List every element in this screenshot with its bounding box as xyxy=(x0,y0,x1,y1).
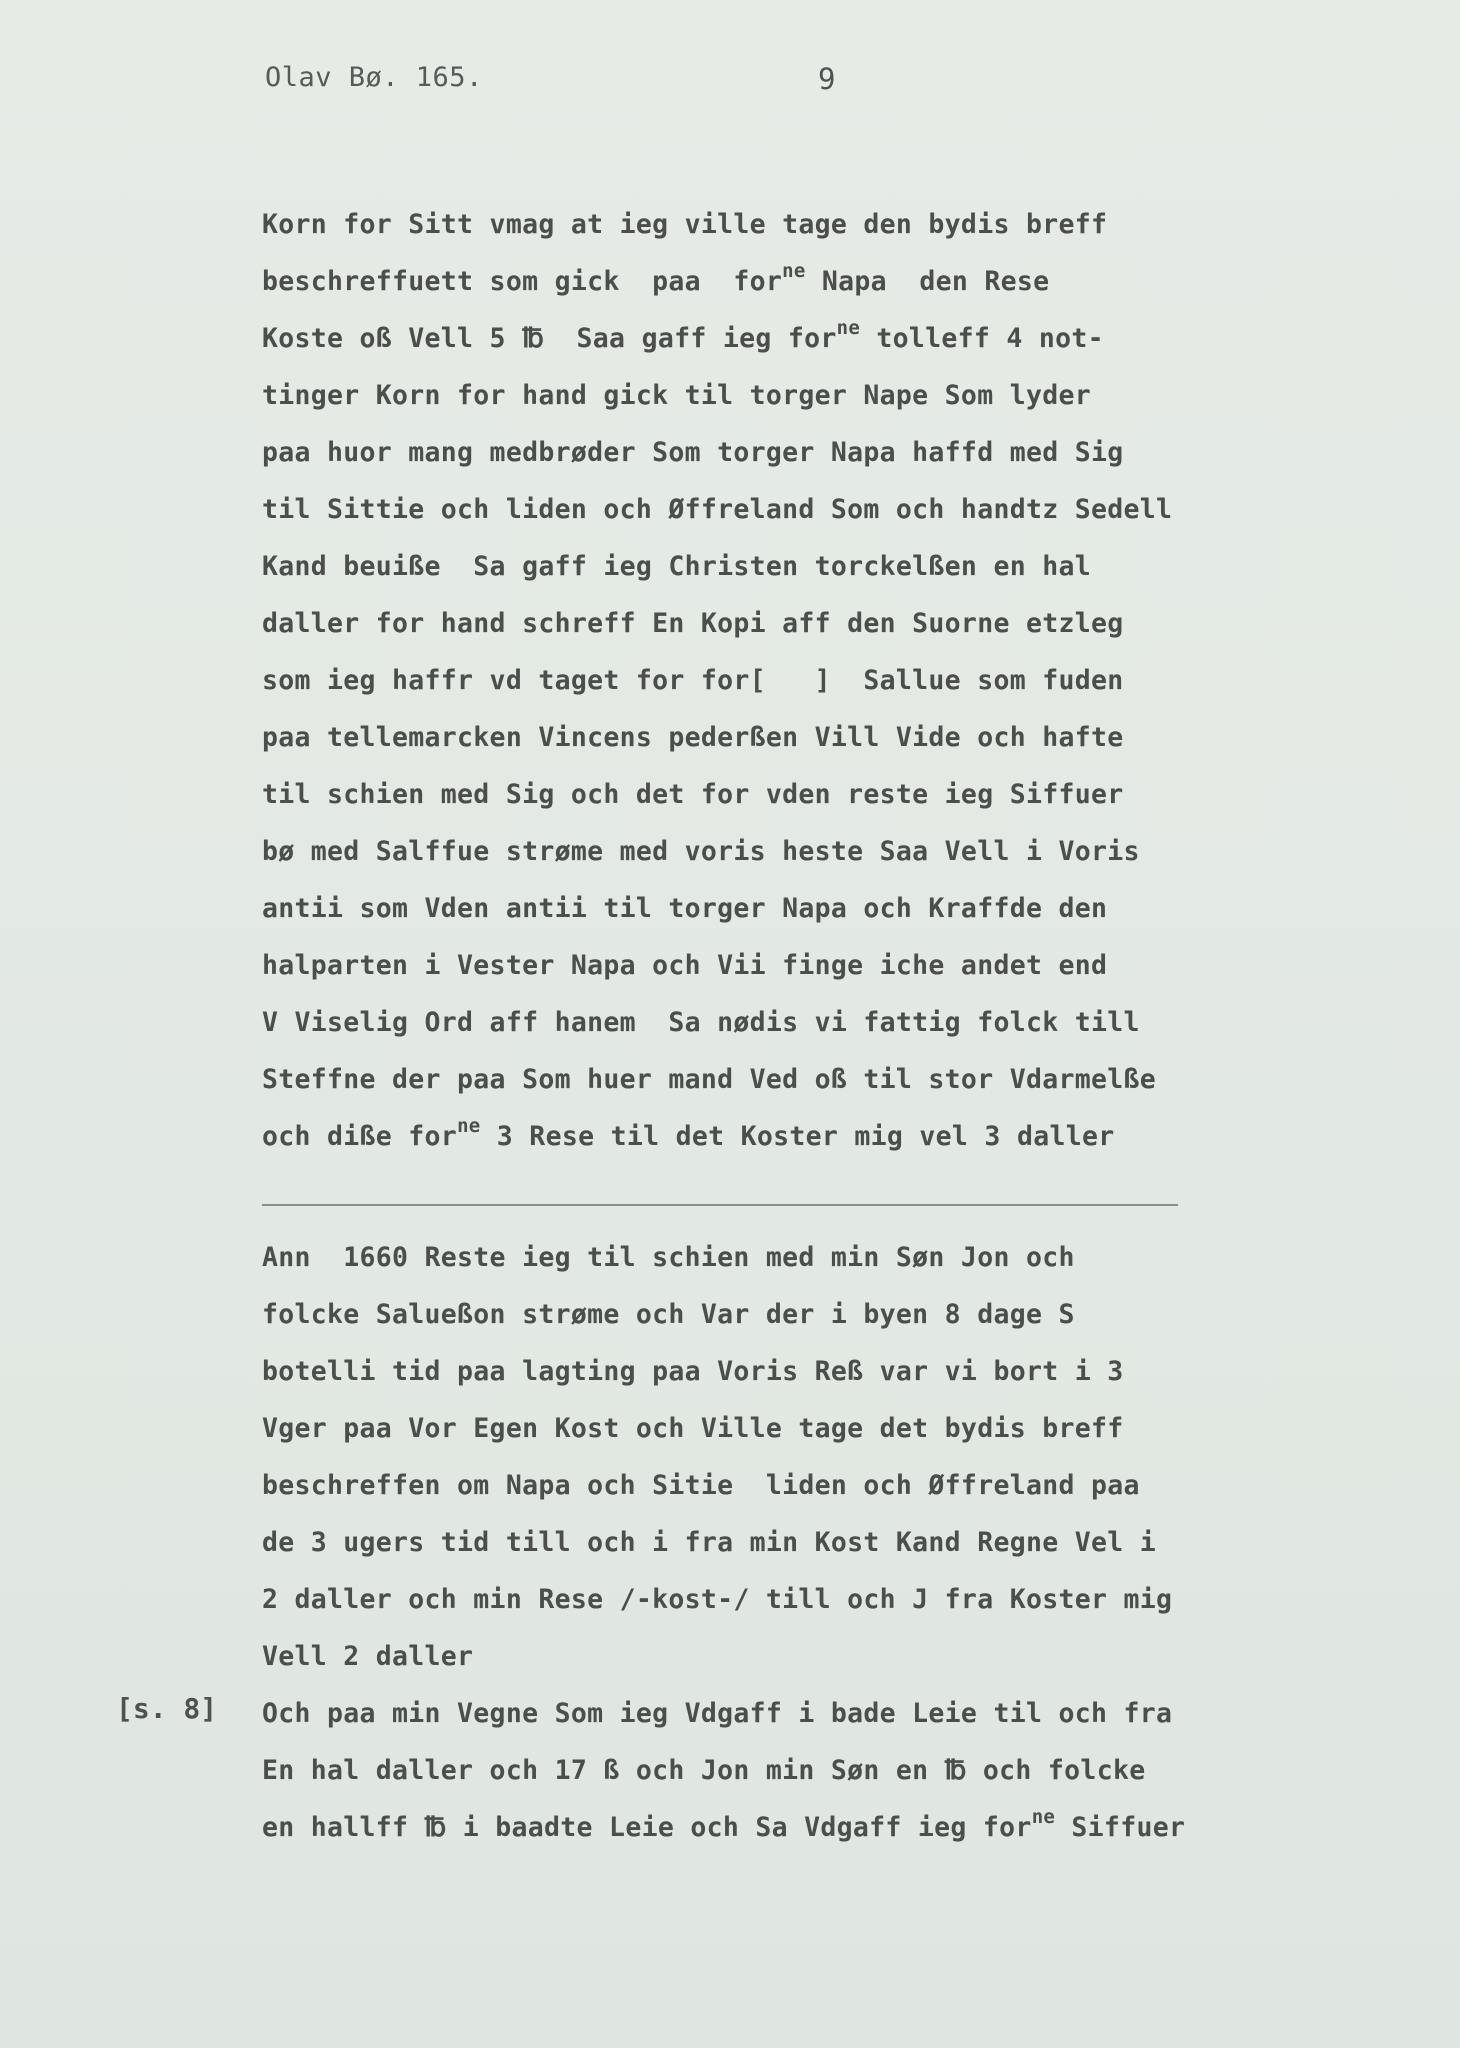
line-text: beschreffen om Napa och Sitie liden och Øffreland paa xyxy=(262,1470,1140,1501)
line-text: halparten i Vester Napa och Vii finge iche andet end xyxy=(262,950,1108,981)
text-line xyxy=(262,310,1262,367)
line-text: 2 daller och min Rese /-kost-/ till och J fra Koster mig xyxy=(262,1584,1173,1615)
line-text: och diße for xyxy=(262,1121,458,1152)
line-text: Steffne der paa Som huer mand Ved oß til stor Vdarmelße xyxy=(262,1064,1156,1095)
line-text: Kand beuiße Sa gaff ieg Christen torckelßen en hal xyxy=(262,551,1091,582)
superscript: ne xyxy=(1031,1806,1056,1828)
line-text: En hal daller och 17 ß och Jon min Søn en ℔ och folcke xyxy=(262,1755,1146,1786)
text-line xyxy=(262,1286,1262,1343)
line-text: Koste oß Vell 5 ℔ Saa gaff ieg for xyxy=(262,323,837,354)
text-line xyxy=(262,1628,1262,1685)
line-text: til schien med Sig och det for vden reste ieg Siffuer xyxy=(262,779,1124,810)
text-line xyxy=(262,1742,1262,1799)
line-text: de 3 ugers tid till och i fra min Kost Kand Regne Vel i xyxy=(262,1527,1156,1558)
text-line xyxy=(262,652,1262,709)
document-reference: Olav Bø. 165. xyxy=(265,62,483,93)
text-line xyxy=(262,1051,1262,1108)
text-line xyxy=(262,709,1262,766)
superscript: ne xyxy=(457,1115,481,1137)
text-line xyxy=(262,1343,1262,1400)
line-text: paa tellemarcken Vincens pederßen Vill Vide och hafte xyxy=(262,722,1124,753)
text-line xyxy=(262,1457,1262,1514)
line-text: V Viselig Ord aff hanem Sa nødis vi fattig folck till xyxy=(262,1007,1140,1038)
line-text: Vger paa Vor Egen Kost och Ville tage det bydis breff xyxy=(262,1413,1124,1444)
text-line xyxy=(262,538,1262,595)
line-text: Vell 2 daller xyxy=(262,1641,474,1672)
page-number: 9 xyxy=(818,62,836,96)
section-divider xyxy=(262,1204,1178,1206)
line-text: botelli tid paa lagting paa Voris Reß var vi bort i 3 xyxy=(262,1356,1124,1387)
superscript: ne xyxy=(782,260,806,282)
text-line xyxy=(262,1400,1262,1457)
text-line xyxy=(262,1108,1262,1165)
text-line xyxy=(262,481,1262,538)
line-text-tail: 3 Rese til det Koster mig vel 3 daller xyxy=(480,1121,1115,1152)
text-line xyxy=(262,424,1262,481)
line-text-tail: tolleff 4 not- xyxy=(860,323,1104,354)
text-line xyxy=(262,1685,1262,1742)
line-text-tail: Siffuer xyxy=(1055,1812,1186,1843)
text-line xyxy=(262,1514,1262,1571)
line-text: tinger Korn for hand gick til torger Nape Som lyder xyxy=(262,380,1091,411)
text-block-2 xyxy=(262,1229,1262,1856)
line-text: en hallff ℔ i baadte Leie och Sa Vdgaff ieg for xyxy=(262,1812,1032,1843)
text-line xyxy=(262,994,1262,1051)
line-text: Ann 1660 Reste ieg til schien med min Søn Jon och xyxy=(262,1242,1075,1273)
line-text: Korn for Sitt vmag at ieg ville tage den bydis breff xyxy=(262,209,1108,240)
text-line xyxy=(262,196,1262,253)
text-line xyxy=(262,595,1262,652)
line-text: antii som Vden antii til torger Napa och Kraffde den xyxy=(262,893,1108,924)
text-line xyxy=(262,823,1262,880)
line-text: folcke Salueßon strøme och Var der i byen 8 dage S xyxy=(262,1299,1075,1330)
margin-page-reference: [s. 8] xyxy=(116,1692,218,1725)
text-line xyxy=(262,1571,1262,1628)
line-text: som ieg haffr vd taget for for[ ] Sallue som fuden xyxy=(262,665,1124,696)
line-text: bø med Salffue strøme med voris heste Saa Vell i Voris xyxy=(262,836,1140,867)
text-block-1 xyxy=(262,196,1262,1165)
text-line xyxy=(262,367,1262,424)
text-line xyxy=(262,253,1262,310)
superscript: ne xyxy=(836,317,861,339)
line-text: til Sittie och liden och Øffreland Som och handtz Sedell xyxy=(262,494,1173,525)
line-text: paa huor mang medbrøder Som torger Napa haffd med Sig xyxy=(262,437,1124,468)
text-line xyxy=(262,880,1262,937)
text-line xyxy=(262,937,1262,994)
line-text: daller for hand schreff En Kopi aff den Suorne etzleg xyxy=(262,608,1124,639)
text-line xyxy=(262,1799,1262,1856)
text-line xyxy=(262,1229,1262,1286)
line-text: Och paa min Vegne Som ieg Vdgaff i bade Leie til och fra xyxy=(262,1698,1173,1729)
line-text-tail: Napa den Rese xyxy=(805,266,1050,297)
line-text: beschreffuett som gick paa for xyxy=(262,266,783,297)
text-line xyxy=(262,766,1262,823)
